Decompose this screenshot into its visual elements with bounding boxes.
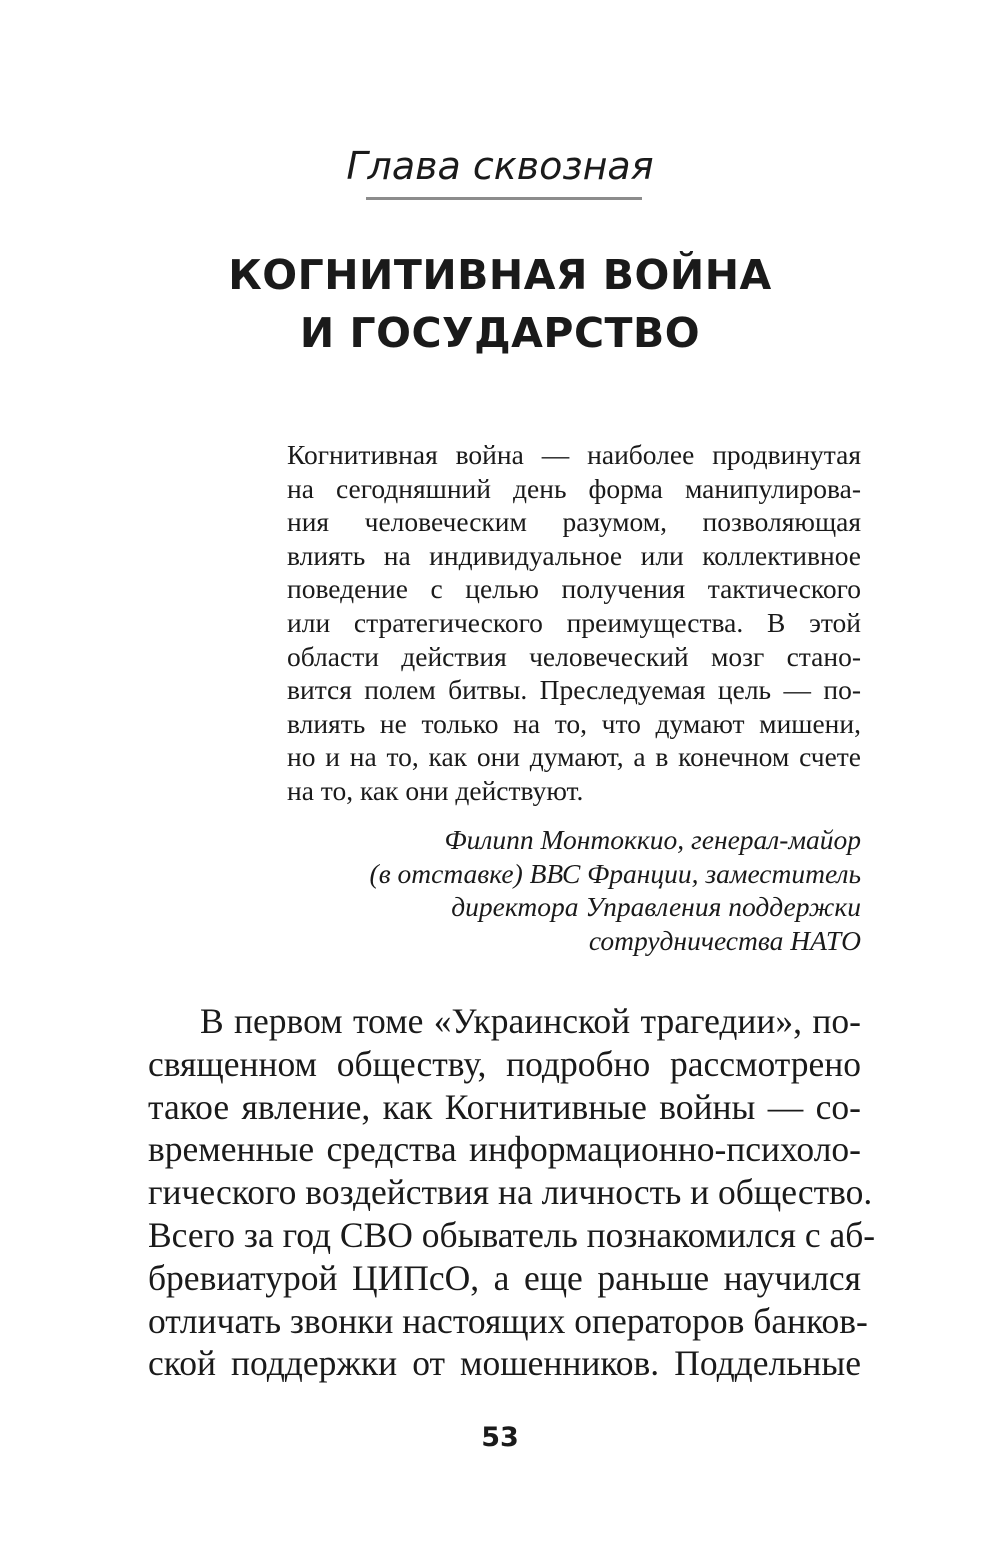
body-line: такое явление, как Когнитивные войны — со-: [148, 1086, 861, 1127]
chapter-title-line: КОГНИТИВНАЯ ВОЙНА: [228, 251, 772, 299]
attribution-line: сотрудничества НАТО: [588, 924, 861, 956]
body-line: Всего за год СВО обыватель познакомился с аб-: [148, 1214, 876, 1255]
body-line: отличать звонки настоящих операторов банков-: [148, 1300, 868, 1341]
epigraph-line: ния человеческим разумом, позволяющая: [287, 506, 861, 538]
epigraph-line: на то, как они действуют.: [287, 774, 584, 806]
body-line: священном обществу, подробно рассмотрено: [148, 1043, 861, 1084]
body-line: ской поддержки от мошенников. Поддельные: [148, 1343, 861, 1384]
kicker-underline: [366, 197, 642, 200]
body-line: гического воздействия на личность и общество.: [148, 1172, 873, 1213]
epigraph-line: вится полем битвы. Преследуемая цель — по-: [287, 674, 861, 706]
epigraph-line: на сегодняшний день форма манипулирова-: [287, 472, 861, 504]
body-paragraph: [148, 1000, 876, 1385]
epigraph: [287, 438, 861, 808]
epigraph-line: Когнитивная война — наиболее продвинутая: [287, 439, 861, 470]
epigraph-attribution: [287, 823, 861, 957]
epigraph-line: или стратегического преимущества. В этой: [287, 606, 861, 638]
body-line: временные средства информационно-психоло-: [148, 1129, 861, 1170]
epigraph-line: влиять не только на то, что думают мишени,: [287, 707, 861, 739]
body-line: В первом томе «Украинской трагедии», по-: [200, 1001, 861, 1041]
attribution-line: директора Управления поддержки: [451, 891, 861, 922]
attribution-line: Филипп Монтоккио, генерал-майор: [444, 824, 861, 855]
chapter-title-line: И ГОСУДАРСТВО: [299, 309, 701, 357]
epigraph-line: но и на то, как они думают, а в конечном счете: [287, 741, 861, 773]
body-line: бревиатурой ЦИПсО, а еще раньше научился: [148, 1257, 861, 1298]
chapter-title: [0, 246, 1000, 362]
epigraph-line: поведение с целью получения тактического: [287, 573, 861, 605]
chapter-kicker: Глава сквозная: [346, 144, 654, 188]
page-number: 53: [481, 1422, 519, 1453]
attribution-line: (в отставке) ВВС Франции, заместитель: [369, 857, 861, 889]
epigraph-line: влиять на индивидуальное или коллективное: [287, 539, 861, 571]
epigraph-line: области действия человеческий мозг стано-: [287, 640, 861, 672]
